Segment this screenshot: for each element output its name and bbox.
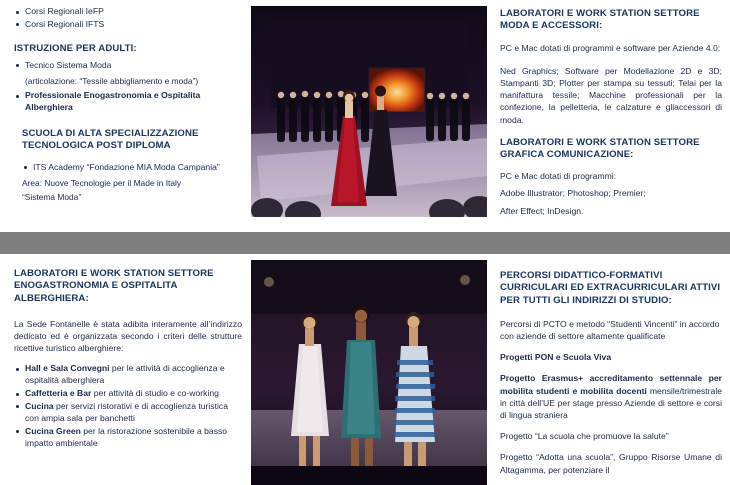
text-grafica-2: Adobe Illustrator; Photoshop; Premier; <box>500 188 646 199</box>
list-item: ITS Academy “Fondazione MIA Moda Campania” <box>22 162 242 174</box>
its-note-1: Area: Nuove Tecnologie per il Made in Italy <box>22 177 182 188</box>
text-pcto: Percorsi di PCTO e metodo “Studenti Vincenti” in accordo con aziende di settore altamente qualificate <box>500 318 720 341</box>
top-left-column <box>14 6 242 207</box>
heading-percorsi-didattici: PERCORSI DIDATTICO-FORMATIVI CURRICULARI ED EXTRACURRICULARI ATTIVI PER TUTTI GLI INDIRIZZI DI STUDIO: <box>500 270 721 306</box>
top-adult-list-2 <box>14 90 242 114</box>
bottom-section <box>0 254 730 485</box>
text-erasmus <box>500 372 722 421</box>
list-item <box>14 426 242 450</box>
text-salute: Progetto “La scuola che promuove la salute” <box>500 431 669 442</box>
text-moda-1: PC e Mac dotati di programmi e software per Aziende 4.0: <box>500 42 721 53</box>
list-item: Corsi Regionali IFTS <box>14 19 242 31</box>
top-adult-list <box>14 60 242 72</box>
text-adotta-scuola: Progetto “Adotta una scuola”, Gruppo Risorse Umane di Altagamma, per potenziare il <box>500 452 722 475</box>
list-item: Tecnico Sistema Moda <box>14 60 242 72</box>
list-item <box>14 363 242 387</box>
list-item-text: per servizi ristorativi e di accoglienza turistica con ampia sala per banchetti <box>25 400 228 423</box>
section-divider-band <box>0 232 730 254</box>
heading-alta-specializzazione: SCUOLA DI ALTA SPECIALIZZAZIONE TECNOLOGICA POST DIPLOMA <box>22 128 199 152</box>
top-right-column <box>500 8 722 222</box>
list-item-text: per le attività di accoglienza e ospitalità alberghiera <box>25 363 225 386</box>
heading-laboratori-moda: LABORATORI E WORK STATION SETTORE MODA E ACCESSORI: <box>500 8 700 32</box>
list-item-title: Hall e Sala Convegni <box>25 363 110 374</box>
text-pon-scuola-viva: Progetti PON e Scuola Viva <box>500 352 612 363</box>
list-item: Professionale Enogastronomia e Ospitalita Alberghiera <box>14 90 242 114</box>
bottom-facility-list <box>14 363 242 449</box>
text-grafica-1: PC e Mac dotati di programmi: <box>500 171 617 182</box>
list-item-title: Caffetteria e Bar <box>25 388 92 399</box>
list-item <box>14 388 242 400</box>
bottom-left-column <box>14 268 242 453</box>
text-grafica-3: After Effect; InDesign. <box>500 205 584 216</box>
text-moda-2: Ned Graphics; Software per Modellazione 2D e 3D; Stampanti 3D; Plotter per stampa su tessuti; Telai per la manifattura tessile; Macchine professionali per la confezione, la pelletteria, le calzature e gliaccessori di moda. <box>500 65 722 125</box>
fashion-models-runway-photo <box>251 260 487 485</box>
list-item: Corsi Regionali IeFP <box>14 6 242 18</box>
text-sede-fontanelle: La Sede Fontanelle è stata adibita interamente all’indirizzo dedicato ed è organizzata secondo i criteri delle strutture ricettive turistico alberghiere: <box>14 318 242 354</box>
heading-laboratori-grafica: LABORATORI E WORK STATION SETTORE GRAFICA COMUNICAZIONE: <box>500 136 700 161</box>
heading-laboratori-enogastronomia: LABORATORI E WORK STATION SETTORE ENOGASTRONOMIA E OSPITALITA ALBERGHIERA: <box>14 268 214 304</box>
list-item-title: Cucina <box>25 400 54 411</box>
top-its-list <box>14 162 242 174</box>
top-pre-list <box>14 6 242 31</box>
fashion-show-runway-photo <box>251 6 487 217</box>
list-item-text: per la ristorazione sostenibile a basso impatto ambientale <box>25 425 228 448</box>
heading-istruzione-adulti: ISTRUZIONE PER ADULTI: <box>14 42 137 54</box>
top-section <box>0 0 730 232</box>
adult-note: (articolazione: “Tessile abbigliamento e moda”) <box>25 75 199 86</box>
list-item <box>14 401 242 425</box>
text-erasmus-bold: Progetto Erasmus+ accreditamento settennale per mobilita studenti e mobilita docenti <box>500 373 722 396</box>
list-item-title: Cucina Green <box>25 425 81 436</box>
text-erasmus-rest: mensile/trimestrale in città dell’UE per stage presso Aziende di settore e corsi di lingua straniera <box>500 385 723 421</box>
list-item-text: per attività di studio e co-working <box>91 388 219 399</box>
bottom-right-column <box>500 270 722 481</box>
its-note-2: “Sistema Moda” <box>22 192 82 203</box>
